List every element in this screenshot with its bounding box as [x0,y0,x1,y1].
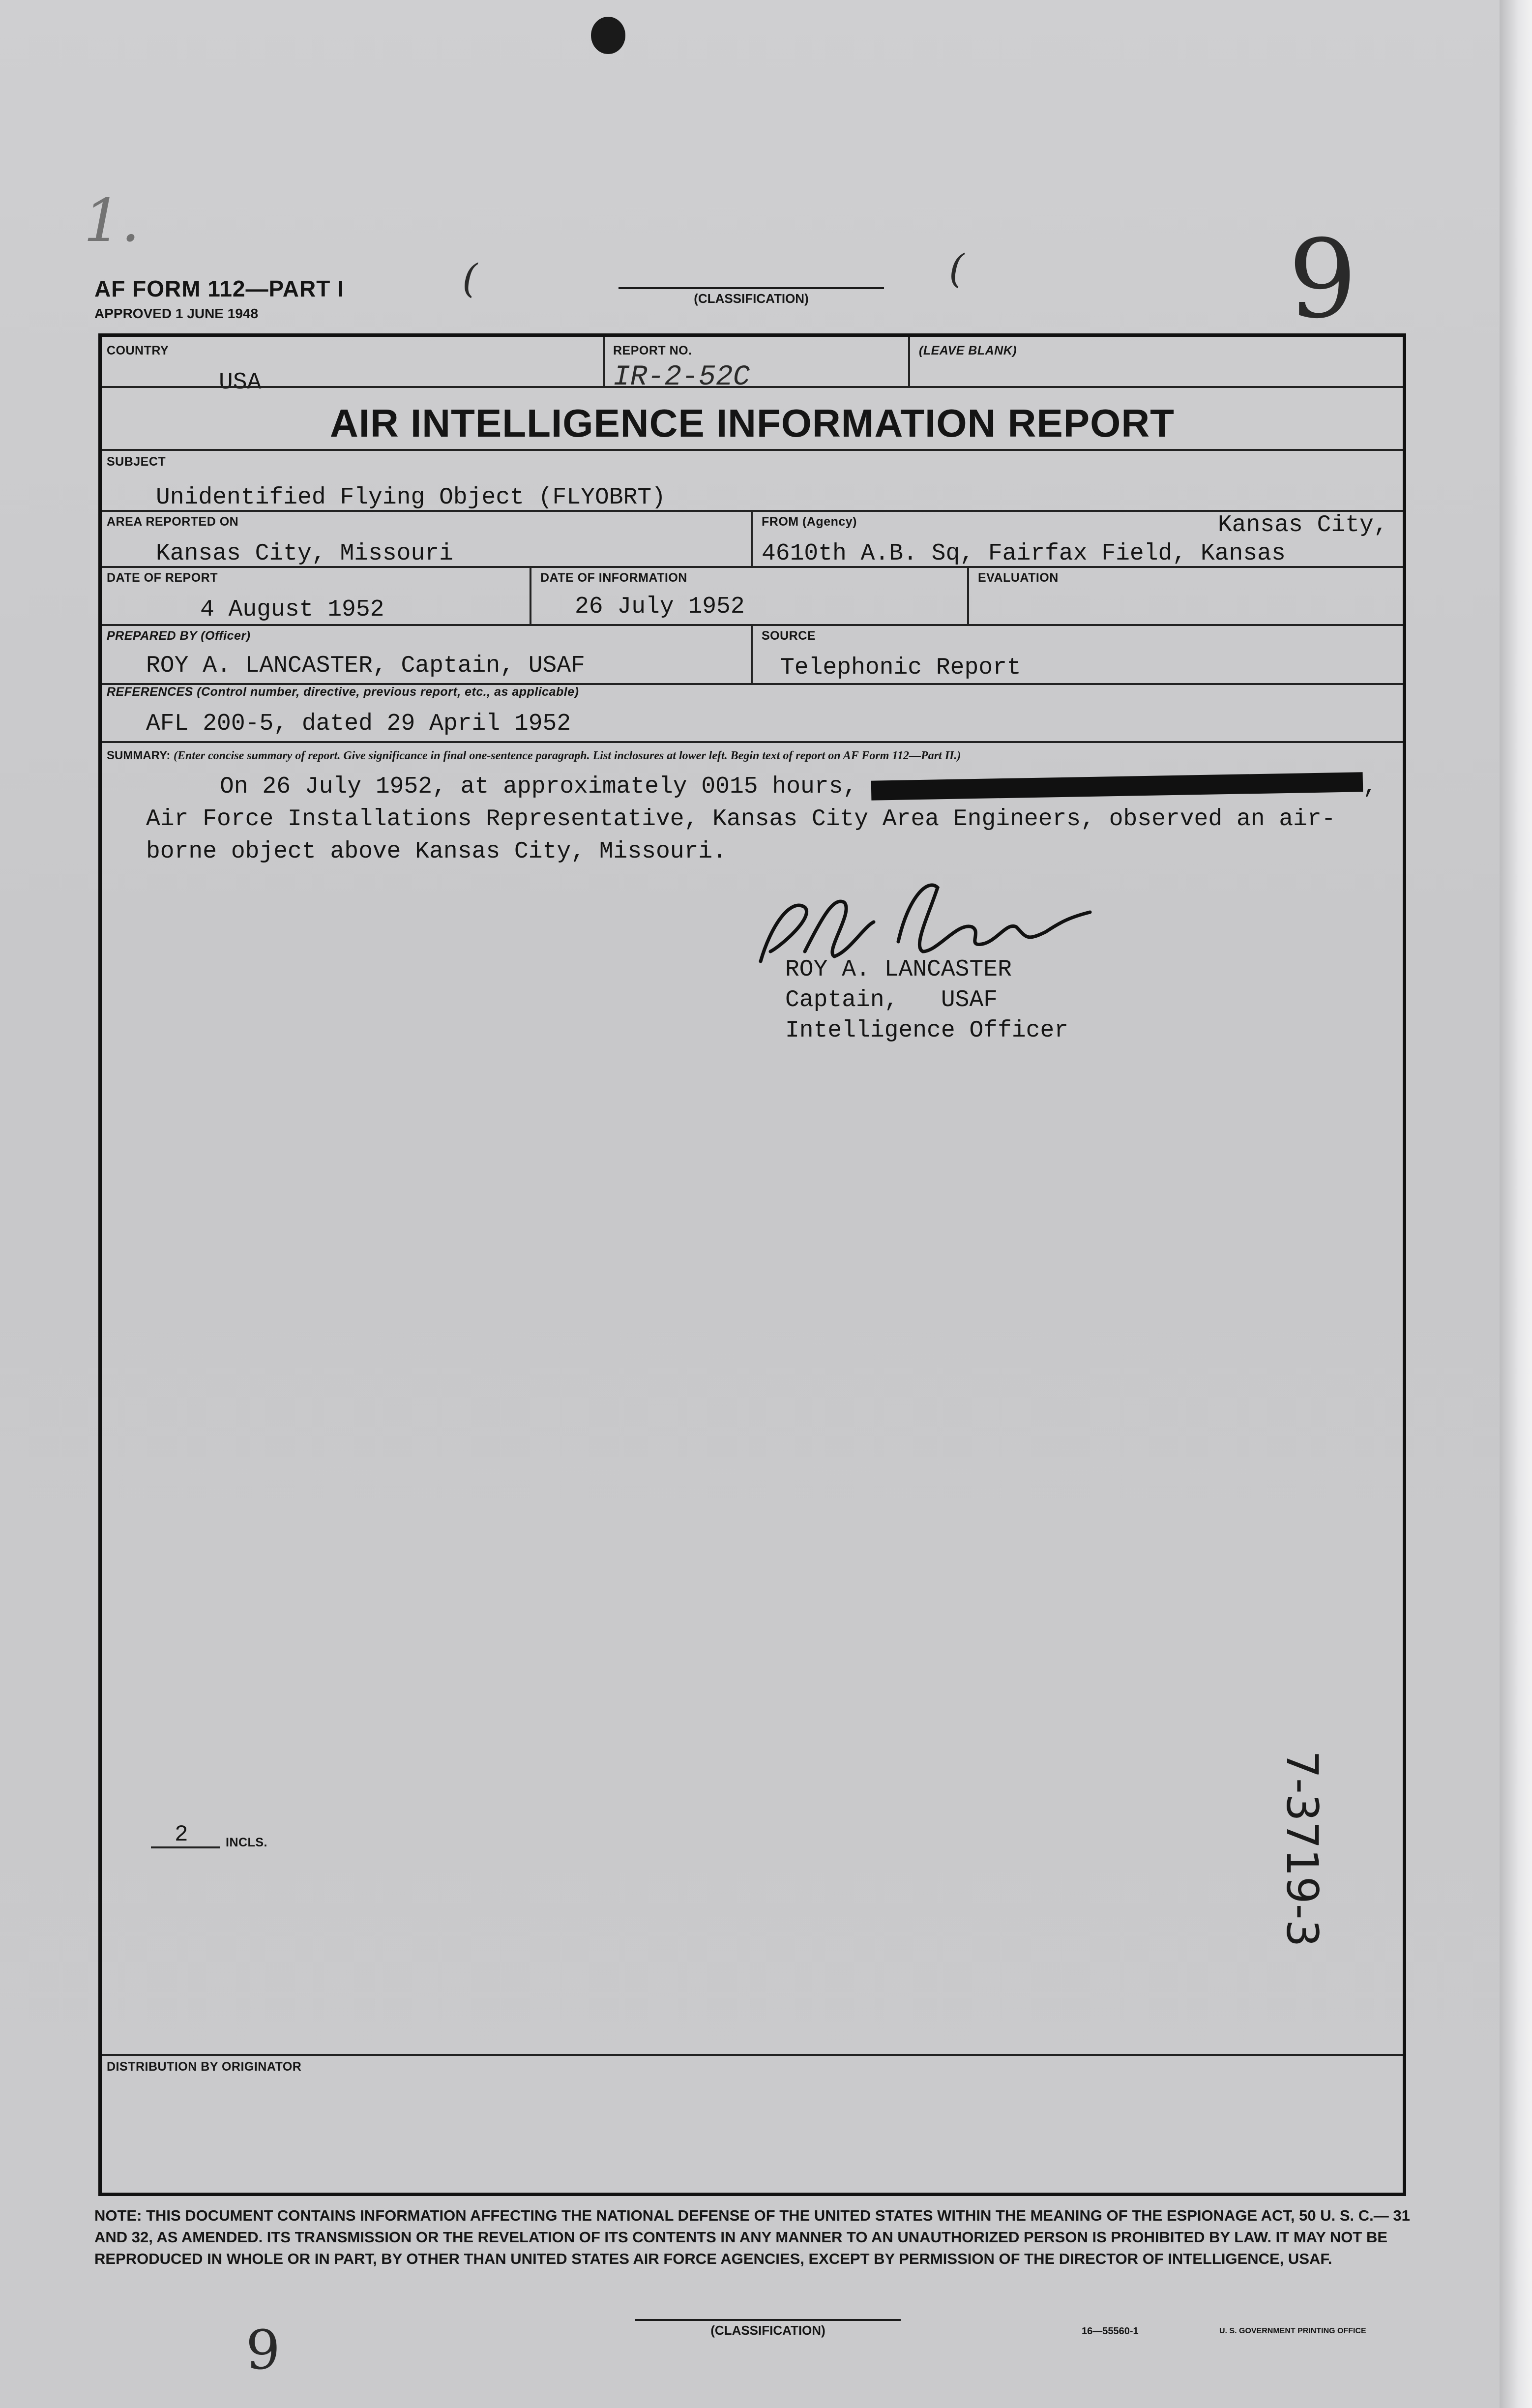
prepared-by-label: PREPARED BY (Officer) [107,629,251,643]
divider [751,624,753,683]
report-no-label: REPORT NO. [613,344,692,357]
handwritten-paren-2: ( [949,246,965,292]
form-approved-date: APPROVED 1 JUNE 1948 [94,306,259,321]
date-of-report-value: 4 August 1952 [200,596,384,623]
divider [530,566,531,624]
summary-line-2: Air Force Installations Representative, Kansas City Area Engineers, observed an air- [146,806,1336,832]
subject-value: Unidentified Flying Object (FLYOBRT) [156,484,666,511]
leave-blank-label: (LEAVE BLANK) [919,344,1017,357]
date-of-info-value: 26 July 1952 [575,594,745,620]
summary-instructions: (Enter concise summary of report. Give significance in final one-sentence paragraph. List inclosures at lower left. Begin text of report on AF Form 112—Part II.) [174,749,961,762]
summary-label-bold: SUMMARY: [107,749,171,762]
country-label: COUNTRY [107,344,169,357]
country-value: USA [219,369,262,396]
espionage-notice [94,2205,1442,2270]
handwritten-page-number: 9 [1288,216,1357,342]
signer-rank: Captain, USAF [785,987,998,1013]
distribution-label: DISTRIBUTION BY ORIGINATOR [107,2060,302,2074]
area-label: AREA REPORTED ON [107,515,239,529]
signature-block [785,954,1068,1046]
signer-name: ROY A. LANCASTER [785,956,1012,983]
signer-title: Intelligence Officer [785,1017,1069,1044]
page-edge [1500,0,1532,2408]
form-id: AF FORM 112—PART I [94,276,344,301]
area-value: Kansas City, Missouri [156,540,453,567]
print-code: 16—55560-1 [1082,2326,1139,2337]
from-value-line1: Kansas City, [1218,512,1388,538]
evaluation-label: EVALUATION [978,571,1059,585]
handwritten-mark: 1. [84,187,140,255]
divider [603,337,605,386]
summary-line-1 [220,771,1377,803]
notice-prefix: NOTE: [94,2207,142,2224]
divider [967,566,969,624]
classification-line [619,287,884,289]
classification-label: (CLASSIFICATION) [694,291,809,306]
row-divider [102,449,1403,451]
row-divider [102,2054,1403,2056]
row-divider [102,386,1403,388]
report-form [98,333,1406,2196]
report-title: AIR INTELLIGENCE INFORMATION REPORT [330,401,1175,445]
row-divider [102,566,1403,568]
date-of-info-label: DATE OF INFORMATION [540,571,687,585]
summary-line-3: borne object above Kansas City, Missouri. [146,838,727,865]
notice-text: THIS DOCUMENT CONTAINS INFORMATION AFFECTING THE NATIONAL DEFENSE OF THE UNITED STATES WITHIN THE MEANING OF THE ESPIONAGE ACT, 50 U. S. C.— 31 AND 32, AS AMENDED. ITS TRANSMISSION OR THE REVELATION OF ITS CONTENTS IN ANY MANNER TO AN UNAUTHORIZED PERSON IS PROHIBITED BY LAW. IT MAY NOT BE REPRODUCED IN WHOLE OR IN PART, BY OTHER THAN UNITED STATES AIR FORCE AGENCIES, EXCEPT BY PERMISSION OF THE DIRECTOR OF INTELLIGENCE, USAF. [94,2207,1410,2267]
printer-credit: U. S. GOVERNMENT PRINTING OFFICE [1219,2327,1366,2335]
summary-line-1-end: , [1363,773,1377,800]
subject-label: SUBJECT [107,455,166,469]
from-value-line2: 4610th A.B. Sq, Fairfax Field, Kansas [762,540,1286,567]
redaction-bar [871,773,1363,801]
divider [751,510,753,566]
report-no-value: IR-2-52C [613,361,750,393]
summary-line-1-text: On 26 July 1952, at approximately 0015 hours, [220,773,857,800]
references-label: REFERENCES (Control number, directive, previous report, etc., as applicable) [107,685,579,699]
row-divider [102,741,1403,743]
from-label: FROM (Agency) [762,515,857,529]
summary-label [107,749,961,763]
handwritten-paren: ( [462,256,478,301]
footer-classification-label: (CLASSIFICATION) [710,2323,825,2338]
date-of-report-label: DATE OF REPORT [107,571,218,585]
inclosure-label: INCLS. [226,1836,267,1849]
divider [908,337,910,386]
handwritten-bottom-number: 9 [246,2319,280,2381]
references-value: AFL 200-5, dated 29 April 1952 [146,711,571,737]
punch-hole [591,17,625,54]
source-label: SOURCE [762,629,816,643]
prepared-by-value: ROY A. LANCASTER, Captain, USAF [146,653,585,679]
footer-classification-line [635,2319,901,2321]
inclosure-count: 2 [175,1822,188,1847]
handwritten-side-number: 7-3719-3 [1277,1751,1327,1947]
source-value: Telephonic Report [780,654,1021,681]
